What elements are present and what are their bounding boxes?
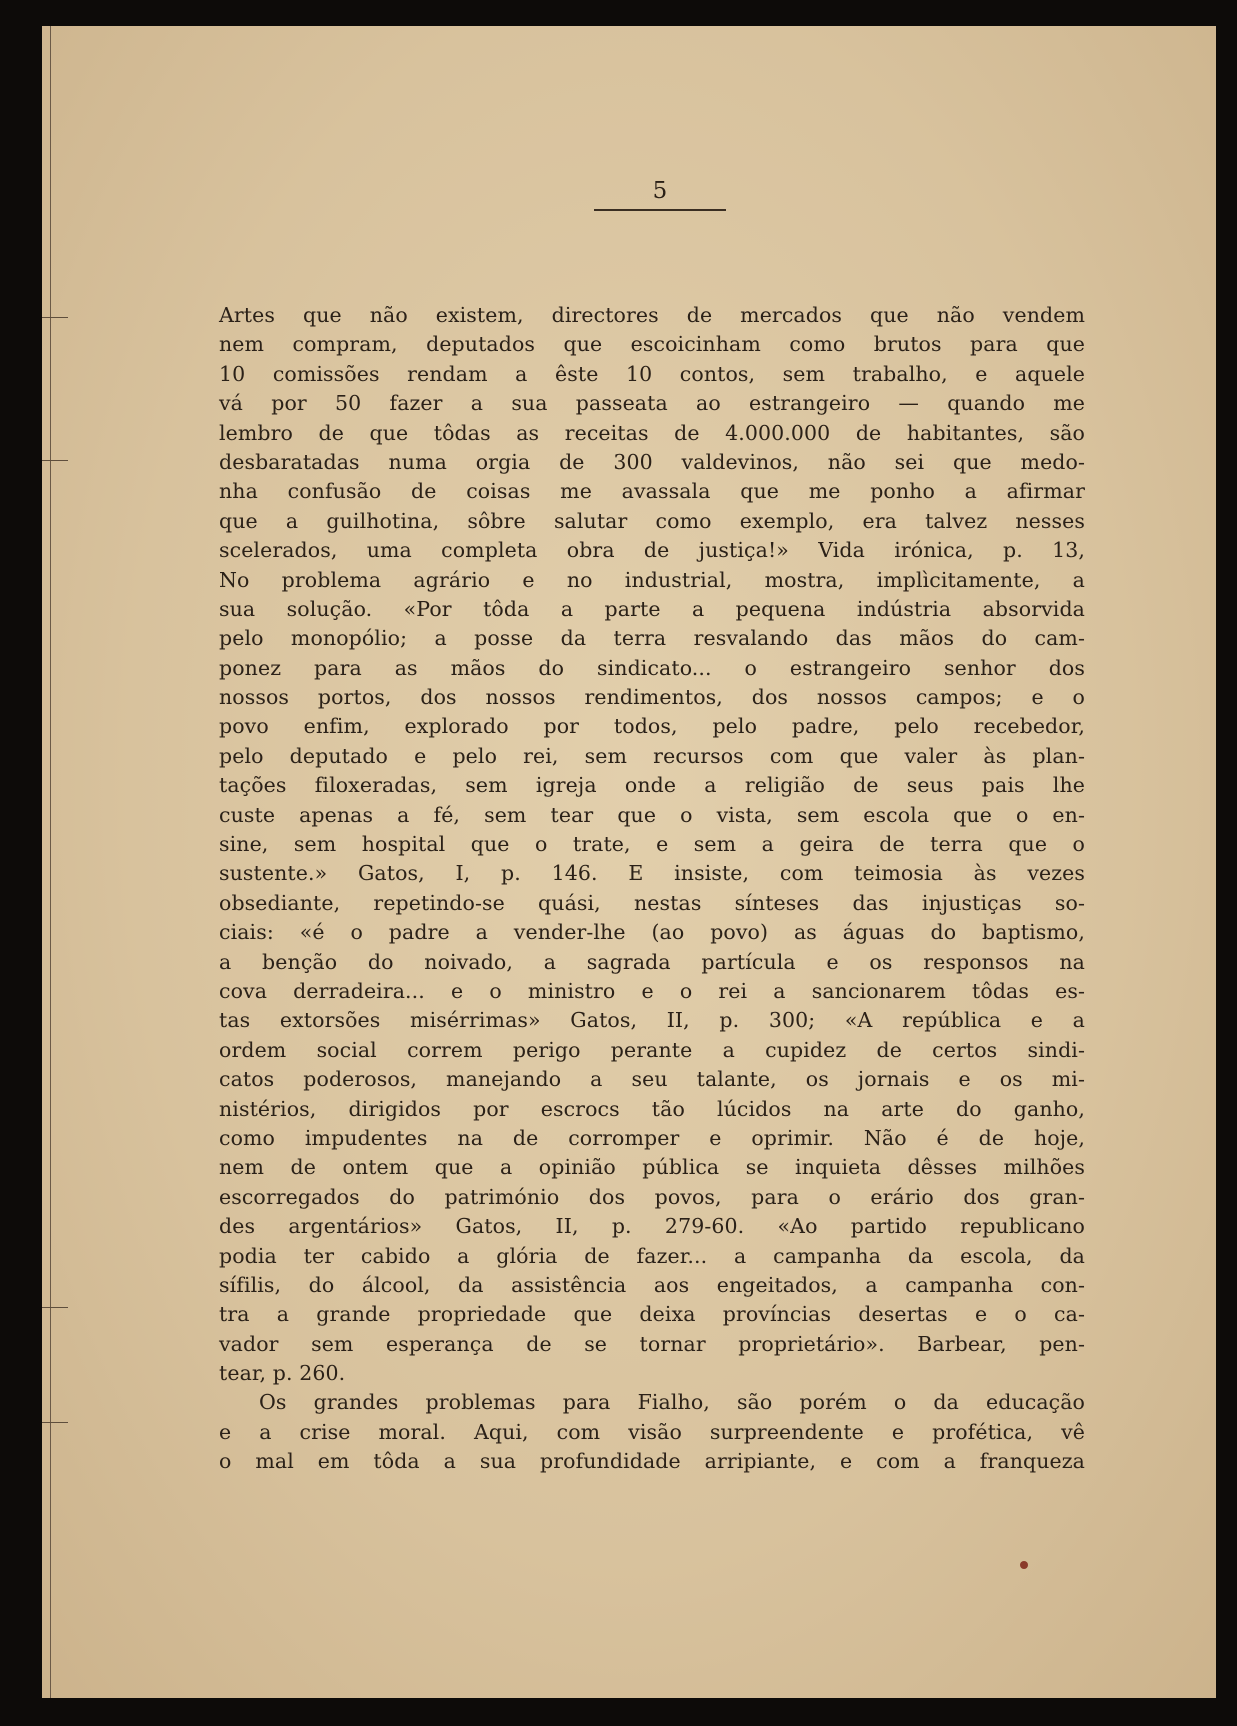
text-line: sífilis, do álcool, da assistência aos engeitados, a campanha con- [219,1272,1085,1297]
text-line: des argentários» Gatos, II, p. 279-60. «Ao partido republicano [219,1214,1085,1239]
text-line: a benção do noivado, a sagrada partícula e os responsos na [219,949,1085,974]
text-line: nossos portos, dos nossos rendimentos, dos nossos campos; e o [219,685,1085,710]
body-text [219,301,1085,1477]
text-line: povo enfim, explorado por todos, pelo padre, pelo recebedor, [219,714,1085,739]
binding-edge [50,26,51,1698]
text-line: ordem social correm perigo perante a cupidez de certos sindi- [219,1037,1085,1062]
text-line: como impudentes na de corromper e oprimir. Não é de hoje, [219,1125,1085,1150]
text-line: nha confusão de coisas me avassala que me ponho a afirmar [219,479,1085,504]
text-line: cova derradeira... e o ministro e o rei a sancionarem tôdas es- [219,978,1085,1003]
header-rule [594,209,726,211]
text-line: Os grandes problemas para Fialho, são porém o da educação [259,1390,1085,1415]
text-line: vador sem esperança de se tornar proprietário». Barbear, pen- [219,1331,1085,1356]
text-line: tações filoxeradas, sem igreja onde a religião de seus pais lhe [219,773,1085,798]
text-line: obsediante, repetindo-se quási, nestas sínteses das injustiças so- [219,890,1085,915]
margin-mark [42,460,68,461]
text-line: sustente.» Gatos, I, p. 146. E insiste, com teimosia às vezes [219,861,1085,886]
text-line: lembro de que tôdas as receitas de 4.000.000 de habitantes, são [219,420,1085,445]
text-line: catos poderosos, manejando a seu talante, os jornais e os mi- [219,1067,1085,1092]
text-line: tear, p. 260. [219,1361,346,1386]
text-line: vá por 50 fazer a sua passeata ao estrangeiro — quando me [219,391,1085,416]
text-line: Artes que não existem, directores de mercados que não vendem [219,303,1085,327]
text-line: e a crise moral. Aqui, com visão surpreendente e profética, vê [219,1419,1085,1444]
text-line: desbaratadas numa orgia de 300 valdevinos, não sei que medo- [219,449,1085,474]
page-header [594,176,726,211]
text-line: pelo monopólio; a posse da terra resvalando das mãos do cam- [219,626,1085,651]
text-line: sine, sem hospital que o trate, e sem a geira de terra que o [219,832,1085,857]
ink-spot [1020,1561,1028,1569]
text-line: ciais: «é o padre a vender-lhe (ao povo) as águas do baptismo, [219,920,1085,945]
text-line: podia ter cabido a glória de fazer... a campanha da escola, da [219,1243,1085,1268]
text-line: que a guilhotina, sôbre salutar como exemplo, era talvez nesses [219,508,1085,533]
margin-mark [42,317,68,318]
text-line: custe apenas a fé, sem tear que o vista, sem escola que o en- [219,802,1085,827]
text-line: escorregados do património dos povos, para o erário dos gran- [219,1184,1085,1209]
text-line: scelerados, uma completa obra de justiça!» Vida irónica, p. 13, [219,538,1085,563]
text-line: 10 comissões rendam a êste 10 contos, sem trabalho, e aquele [219,361,1085,386]
text-line: nem de ontem que a opinião pública se inquieta dêsses milhões [219,1155,1085,1180]
text-line: nem compram, deputados que escoicinham como brutos para que [219,332,1085,357]
text-line: nistérios, dirigidos por escrocs tão lúcidos na arte do ganho, [219,1096,1085,1121]
text-line: No problema agrário e no industrial, mostra, implìcitamente, a [219,567,1085,592]
margin-mark [42,1307,68,1308]
page-number: 5 [652,178,668,204]
text-line: tra a grande propriedade que deixa províncias desertas e o ca- [219,1302,1085,1327]
text-line: o mal em tôda a sua profundidade arripiante, e com a franqueza [219,1449,1085,1474]
margin-mark [42,1422,68,1423]
text-line: tas extorsões misérrimas» Gatos, II, p. 300; «A república e a [219,1008,1085,1033]
text-line: sua solução. «Por tôda a parte a pequena indústria absorvida [219,596,1085,621]
text-line: ponez para as mãos do sindicato... o estrangeiro senhor dos [219,655,1085,680]
text-line: pelo deputado e pelo rei, sem recursos com que valer às plan- [219,743,1085,768]
book-page [42,26,1216,1698]
